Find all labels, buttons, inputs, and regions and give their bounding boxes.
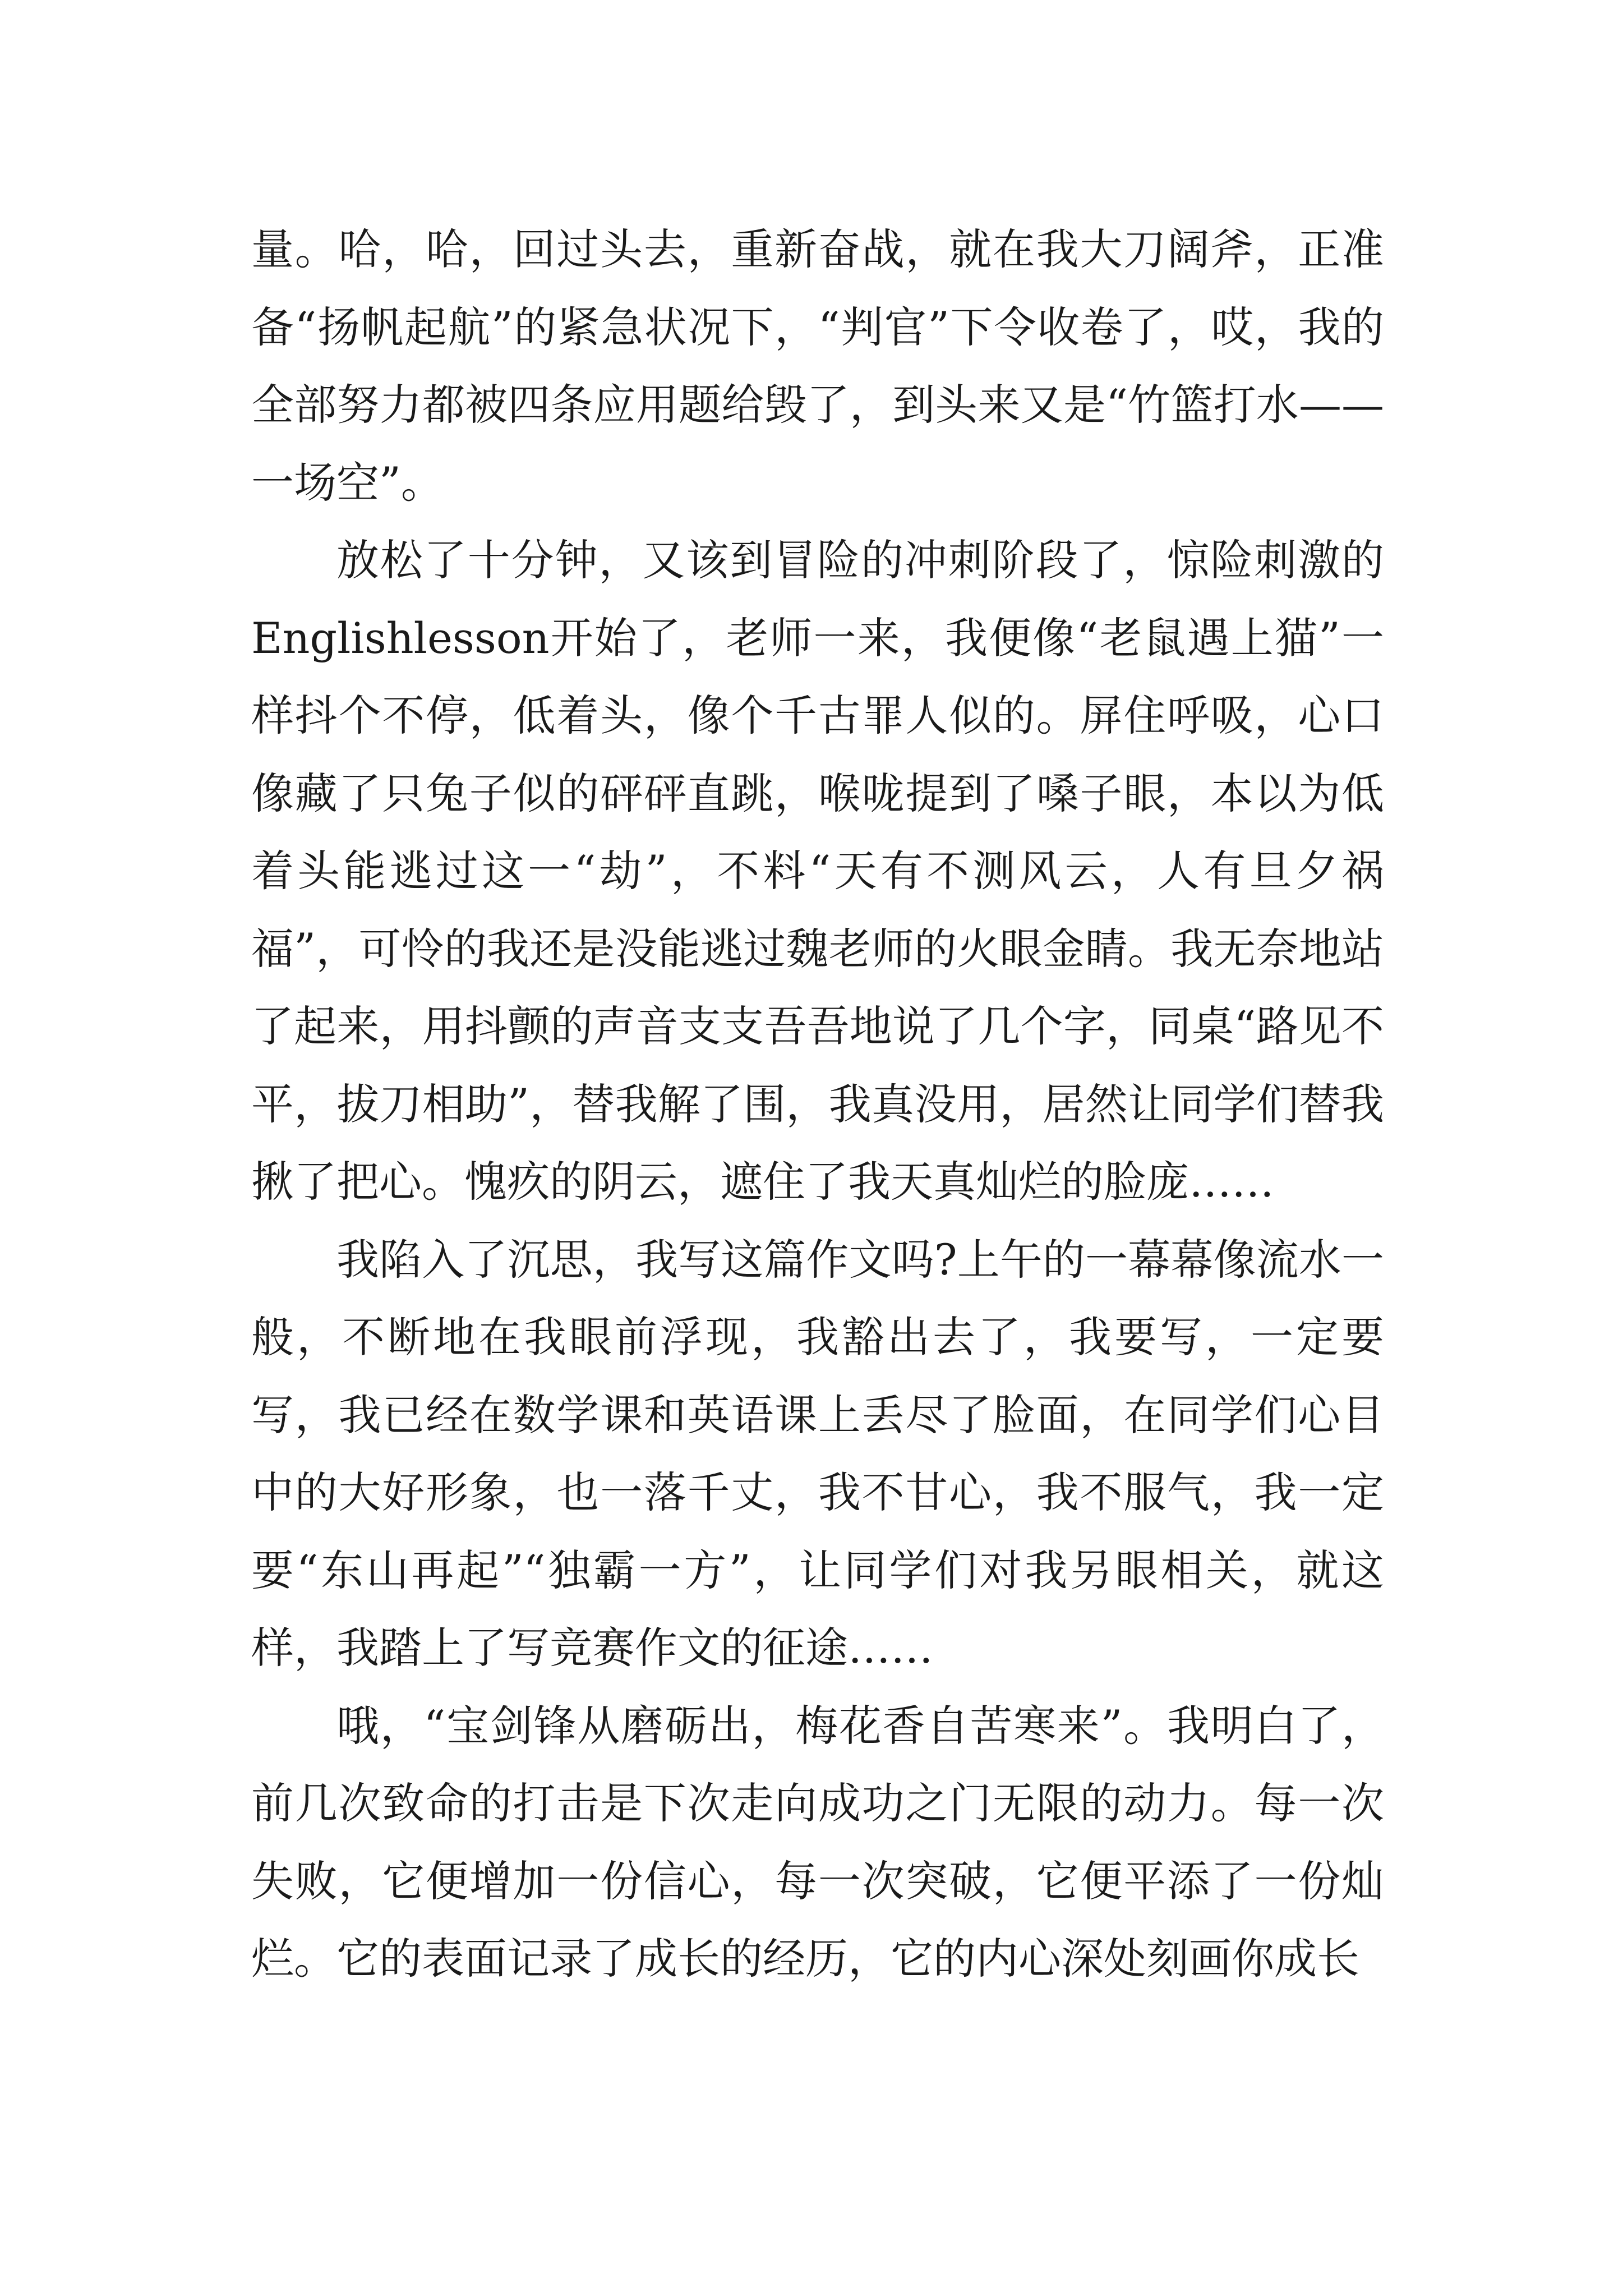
paragraph-1: 量。哈，哈，回过头去，重新奋战，就在我大刀阔斧，正准备“扬帆起航”的紧急状况下，“判官”下令收卷了，哎，我的全部努力都被四条应用题给毁了，到头来又是“竹篮打水——一场空”。	[251, 224, 1384, 508]
paragraph-3: 我陷入了沉思，我写这篇作文吗?上午的一幕幕像流水一般，不断地在我眼前浮现，我豁出去了，我要写，一定要写，我已经在数学课和英语课上丢尽了脸面，在同学们心目中的大好形象，也一落千丈，我不甘心，我不服气，我一定要“东山再起”“独霸一方”，让同学们对我另眼相关，就这样，我踏上了写竞赛作文的征途……	[251, 1234, 1384, 1673]
paragraph-2: 放松了十分钟，又该到冒险的冲刺阶段了，惊险刺激的Englishlesson开始了，老师一来，我便像“老鼠遇上猫”一样抖个不停，低着头，像个千古罪人似的。屏住呼吸，心口像藏了只兔子似的砰砰直跳，喉咙提到了嗓子眼，本以为低着头能逃过这一“劫”，不料“天有不测风云，人有旦夕祸福”，可怜的我还是没能逃过魏老师的火眼金睛。我无奈地站了起来，用抖颤的声音支支吾吾地说了几个字，同桌“路见不平，拔刀相助”，替我解了围，我真没用，居然让同学们替我揪了把心。愧疚的阴云，遮住了我天真灿烂的脸庞……	[251, 535, 1384, 1207]
paragraph-4: 哦，“宝剑锋从磨砺出，梅花香自苦寒来”。我明白了，前几次致命的打击是下次走向成功之门无限的动力。每一次失败，它便增加一份信心，每一次突破，它便平添了一份灿烂。它的表面记录了成长的经历，它的内心深处刻画你成长	[251, 1700, 1384, 1984]
document-body	[251, 211, 1384, 1998]
